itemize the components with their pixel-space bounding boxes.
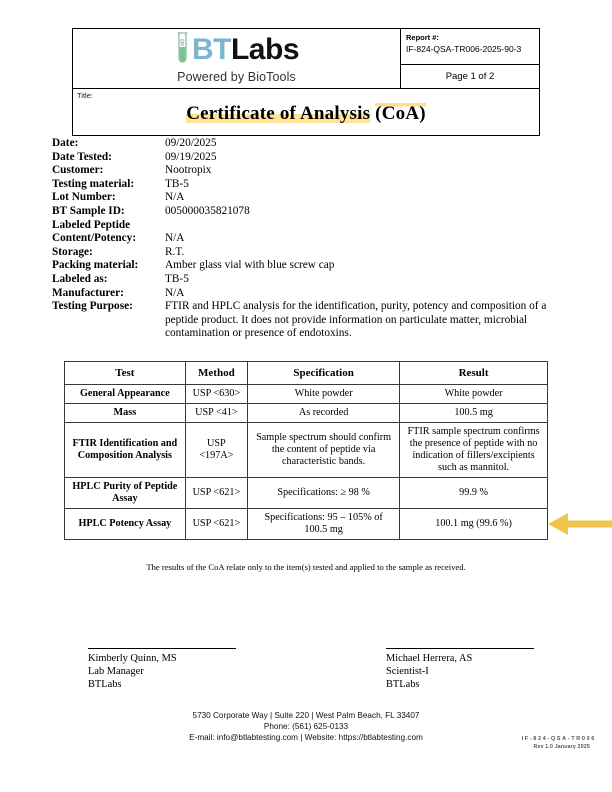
- table-row: [65, 478, 548, 509]
- info-label: Manufacturer:: [52, 286, 124, 299]
- info-value: 09/20/2025: [165, 137, 217, 149]
- document-control-code: [522, 736, 596, 750]
- page-title-main: Certificate of Analysis: [186, 103, 371, 124]
- cell-method: USP <41>: [185, 404, 247, 423]
- info-label: Customer:: [52, 164, 104, 177]
- column-header-specification: Specification: [248, 362, 400, 385]
- cell-specification: Sample spectrum should confirm the content of peptide via characteristic bands.: [248, 423, 400, 478]
- info-row: [52, 232, 572, 246]
- page-title-suffix: (CoA): [375, 103, 426, 124]
- cell-test: HPLC Purity of Peptide Assay: [65, 478, 186, 509]
- cell-method: USP <197A>: [185, 423, 247, 478]
- testing-purpose-text: FTIR and HPLC analysis for the identification, purity, potency and composition of a peptide product. It does not provide information on particulate matter, microbial contamination or presence of endotoxins.: [165, 300, 547, 340]
- info-label: Labeled Peptide: [52, 218, 131, 231]
- page-indicator: Page 1 of 2: [445, 71, 495, 82]
- cell-result: FTIR sample spectrum confirms the presence of peptide with no indication of fillers/excipients such as mannitol.: [400, 423, 548, 478]
- info-row: [52, 178, 572, 192]
- cell-method: USP <621>: [185, 509, 247, 540]
- signature-block-right: [386, 648, 566, 692]
- cell-specification: Specifications: ≥ 98 %: [248, 478, 400, 509]
- info-label: Testing material:: [52, 177, 135, 190]
- header-title-row: [73, 88, 539, 135]
- cell-result: White powder: [400, 385, 548, 404]
- signature-line: [88, 648, 236, 649]
- info-value: N/A: [165, 286, 185, 299]
- doc-code-id: IF-824-QSA-TR006: [521, 736, 596, 742]
- info-value: N/A: [165, 191, 185, 204]
- results-table: [64, 361, 548, 540]
- cell-specification: White powder: [248, 385, 400, 404]
- cell-method: USP <630>: [185, 385, 247, 404]
- info-row: [52, 205, 572, 219]
- info-label: BT Sample ID:: [52, 204, 125, 217]
- info-value: TB-5: [165, 177, 189, 190]
- header-top-row: [73, 29, 539, 88]
- cell-test: FTIR Identification and Composition Analysis: [65, 423, 186, 478]
- table-row: [65, 509, 548, 540]
- info-row: [52, 164, 572, 178]
- logo-brand-primary: BT: [191, 33, 231, 66]
- cell-method: USP <621>: [185, 478, 247, 509]
- testing-purpose-label: Testing Purpose:: [52, 300, 133, 313]
- left-arrow-annotation: [548, 512, 612, 536]
- results-disclaimer: The results of the CoA relate only to the item(s) tested and applied to the sample as received.: [146, 562, 466, 572]
- signature-name: Michael Herrera, AS: [386, 653, 473, 664]
- info-label: Storage:: [52, 245, 93, 258]
- signature-title: Scientist-I: [386, 666, 429, 678]
- cell-test: HPLC Potency Assay: [65, 509, 186, 540]
- doc-code-revision: Rev 1.0 January 2025: [533, 744, 590, 750]
- header-meta-cell: [401, 29, 539, 88]
- info-row: [52, 287, 572, 301]
- column-header-test: Test: [65, 362, 186, 385]
- table-header-row: [65, 362, 548, 385]
- info-row: [52, 137, 572, 151]
- info-label: Date:: [52, 137, 79, 149]
- logo-cell: [73, 29, 401, 88]
- signature-company: BTLabs: [88, 679, 122, 691]
- signature-block-left: [88, 648, 268, 692]
- footer-address: 5730 Corporate Way | Suite 220 | West Palm Beach, FL 33407: [192, 711, 420, 720]
- testing-purpose-row: [52, 300, 572, 341]
- info-value: 09/19/2025: [165, 150, 217, 163]
- test-tube-icon: [174, 31, 191, 70]
- cell-test: General Appearance: [65, 385, 186, 404]
- cell-specification: As recorded: [248, 404, 400, 423]
- logo-tagline: Powered by BioTools: [177, 70, 296, 84]
- signature-title: Lab Manager: [88, 666, 144, 678]
- info-label: Packing material:: [52, 259, 139, 272]
- cell-result: 99.9 %: [400, 478, 548, 509]
- info-row: [52, 259, 572, 273]
- cell-specification: Specifications: 95 – 105% of 100.5 mg: [248, 509, 400, 540]
- sample-info-list: [52, 137, 572, 341]
- column-header-result: Result: [400, 362, 548, 385]
- footer-phone: Phone: (561) 625-0133: [263, 722, 349, 731]
- page-footer: [56, 710, 556, 743]
- page-title: [73, 103, 539, 125]
- cell-result: 100.5 mg: [400, 404, 548, 423]
- report-number-value: IF-824-QSA-TR006-2025-90-3: [406, 44, 522, 54]
- info-row: [52, 151, 572, 165]
- table-row: [65, 423, 548, 478]
- footer-contact: E-mail: info@btlabtesting.com | Website: https://btlabtesting.com: [189, 733, 423, 742]
- report-number-block: [401, 29, 539, 65]
- title-field-label: Title:: [77, 91, 93, 100]
- cell-result: 100.1 mg (99.6 %): [400, 509, 548, 540]
- info-label: Lot Number:: [52, 191, 116, 204]
- info-row: [52, 273, 572, 287]
- logo-brand-secondary: Labs: [230, 33, 300, 66]
- table-row: [65, 385, 548, 404]
- table-row: [65, 404, 548, 423]
- signature-name: Kimberly Quinn, MS: [88, 653, 177, 664]
- info-row: [52, 219, 572, 233]
- info-row: [52, 246, 572, 260]
- info-row: [52, 191, 572, 205]
- info-label: Content/Potency:: [52, 232, 137, 245]
- info-value: 005000035821078: [165, 204, 250, 217]
- column-header-method: Method: [185, 362, 247, 385]
- info-value: TB-5: [165, 272, 189, 285]
- info-value: Amber glass vial with blue screw cap: [165, 259, 335, 272]
- cell-test: Mass: [65, 404, 186, 423]
- info-label: Labeled as:: [52, 272, 108, 285]
- report-number-label: Report #:: [406, 33, 439, 42]
- document-header: [72, 28, 540, 136]
- info-value: N/A: [165, 232, 185, 245]
- signature-line: [386, 648, 534, 649]
- brand-logo: [73, 33, 400, 67]
- info-label: Date Tested:: [52, 150, 112, 163]
- signature-company: BTLabs: [386, 679, 420, 691]
- info-value: Nootropix: [165, 164, 212, 177]
- info-value: R.T.: [165, 245, 185, 258]
